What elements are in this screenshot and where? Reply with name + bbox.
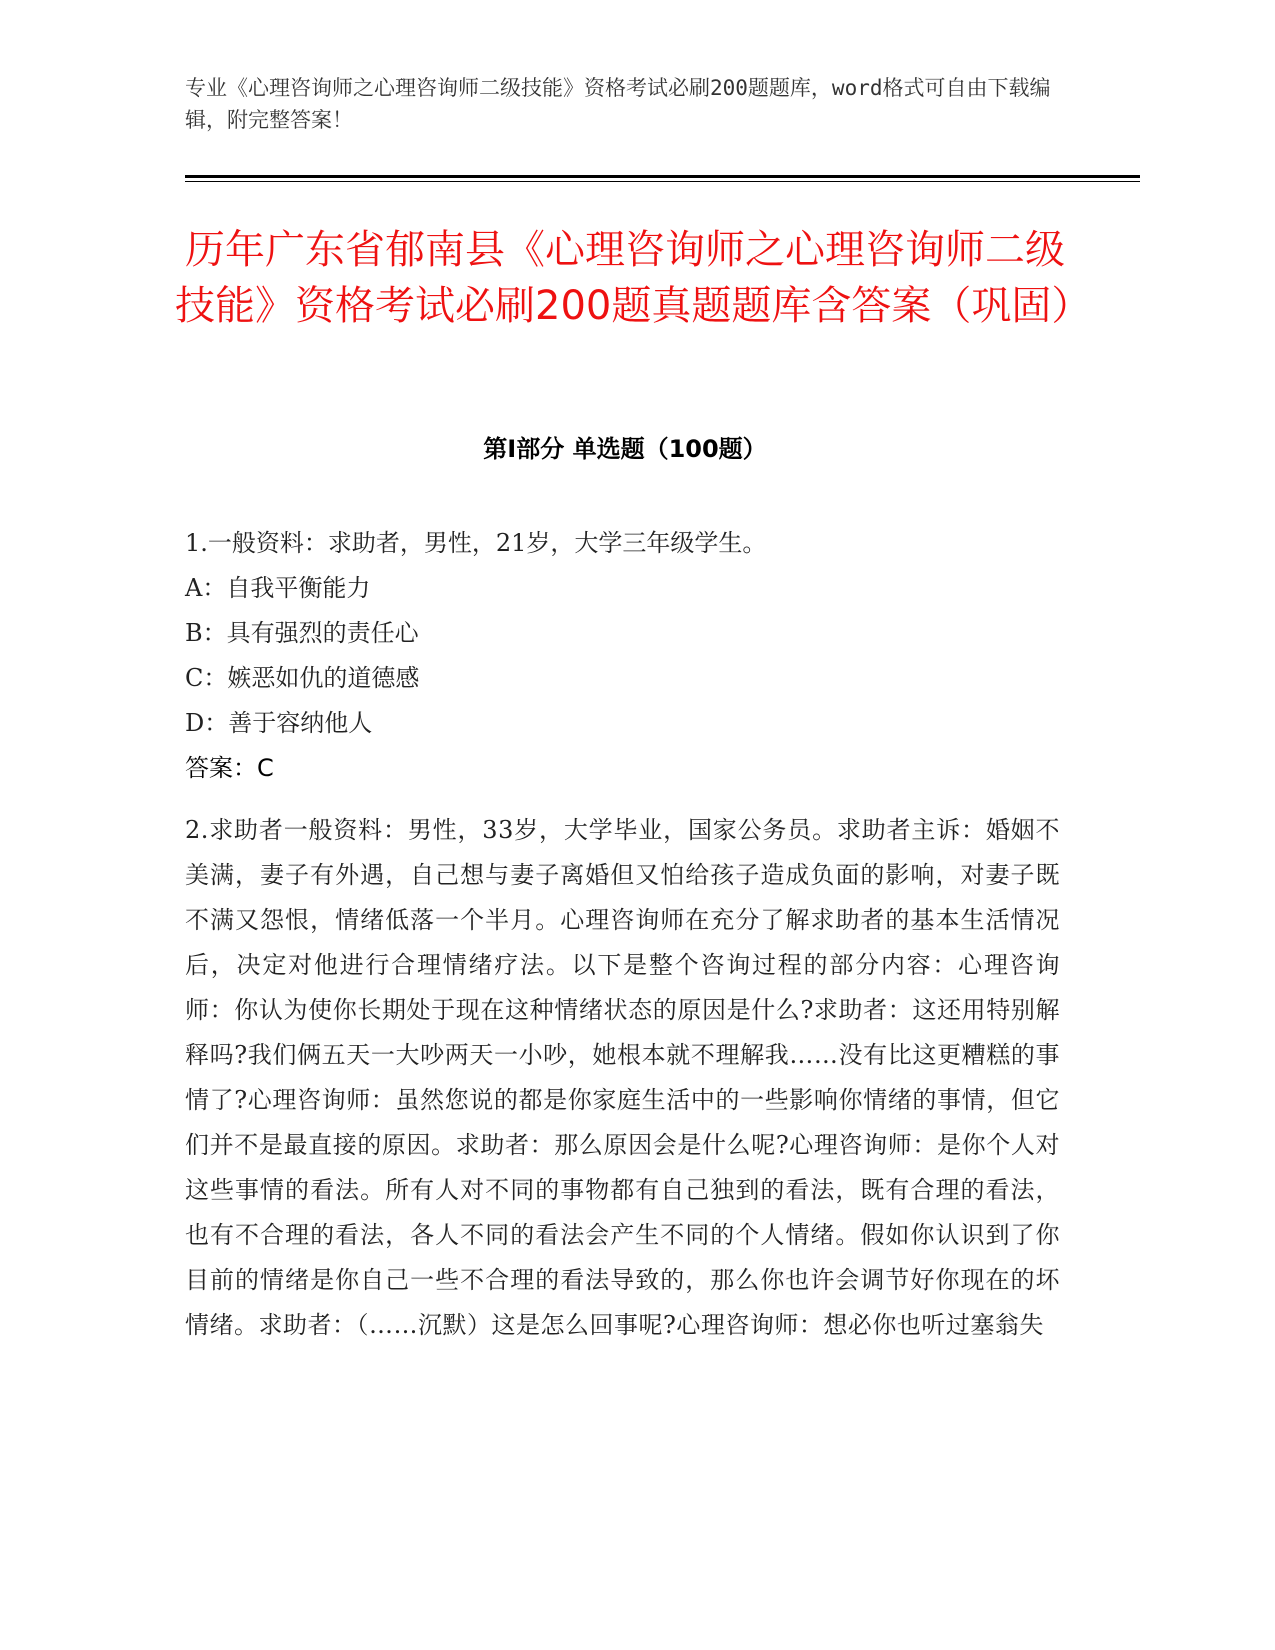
- header-rule-thick: [185, 175, 1140, 178]
- header-rule-thin: [185, 181, 1140, 182]
- document-title: 历年广东省郁南县《心理咨询师之心理咨询师二级技能》资格考试必刷200题真题题库含答案（巩固）: [175, 227, 1092, 329]
- question-1-stem: 1.一般资料：求助者，男性，21岁，大学三年级学生。: [185, 529, 767, 557]
- question-1-option-b: B：具有强烈的责任心: [185, 619, 419, 647]
- question-1-option-c: C：嫉恶如仇的道德感: [185, 664, 420, 692]
- section-heading: 第I部分 单选题（100题）: [483, 435, 767, 463]
- question-1: [185, 521, 1065, 791]
- question-1-answer: 答案：C: [185, 754, 274, 782]
- header-note: 专业《心理咨询师之心理咨询师二级技能》资格考试必刷200题题库，word格式可自由下载编辑，附完整答案！: [185, 76, 1051, 132]
- question-1-option-d: D：善于容纳他人: [185, 709, 373, 737]
- question-1-option-a: A：自我平衡能力: [185, 574, 371, 602]
- question-2-stem: 2.求助者一般资料：男性，33岁，大学毕业，国家公务员。求助者主诉：婚姻不美满，妻子有外遇，自己想与妻子离婚但又怕给孩子造成负面的影响，对妻子既不满又怨恨，情绪低落一个半月。心理咨询师在充分了解求助者的基本生活情况后，决定对他进行合理情绪疗法。以下是整个咨询过程的部分内容：心理咨询师：你认为使你长期处于现在这种情绪状态的原因是什么?求助者：这还用特别解释吗?我们俩五天一大吵两天一小吵，她根本就不理解我……没有比这更糟糕的事情了?心理咨询师：虽然您说的都是你家庭生活中的一些影响你情绪的事情，但它们并不是最直接的原因。求助者：那么原因会是什么呢?心理咨询师：是你个人对这些事情的看法。所有人对不同的事物都有自己独到的看法，既有合理的看法，也有不合理的看法，各人不同的看法会产生不同的个人情绪。假如你认识到了你目前的情绪是你自己一些不合理的看法导致的，那么你也许会调节好你现在的坏情绪。求助者：（……沉默）这是怎么回事呢?心理咨询师：想必你也听过塞翁失: [185, 816, 1060, 1339]
